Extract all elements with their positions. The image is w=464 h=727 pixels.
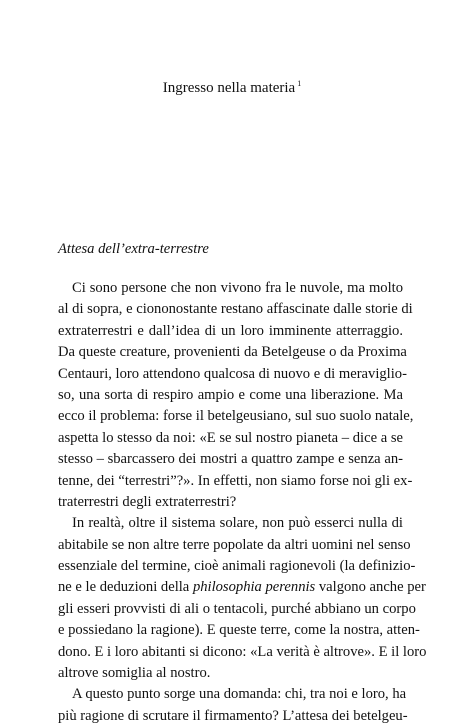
text-line: Da queste creature, provenienti da Betelgeuse o da Proxima [58, 344, 407, 361]
text-line: abitabile se non altre terre popolate da altri uomini nel senso [58, 536, 411, 553]
text-line: ecco il problema: forse il betelgeusiano, sul suo suolo natale, [58, 408, 414, 425]
italic-term: philosophia perennis [192, 579, 316, 596]
text-line: traterrestri degli extraterrestri? [58, 493, 237, 510]
text-line: extraterrestri e dall’idea di un loro imminente atterraggio. [58, 322, 403, 339]
chapter-title-text: Ingresso nella materia [162, 80, 296, 96]
section-heading: Attesa dell’extra-terrestre [58, 241, 209, 257]
text-line: gli esseri provvisti di ali o tentacoli, purché abbiano un corpo [58, 600, 416, 617]
text-line: Ci sono persone che non vivono fra le nuvole, ma molto [72, 280, 403, 296]
text-line: e possiedano la ragione). E queste terre, come la nostra, atten- [58, 622, 420, 639]
footnote-marker: 1 [297, 79, 302, 88]
text-line: altrove somiglia al nostro. [58, 665, 211, 682]
text-line: al di sopra, e ciononostante restano affascinate dalle storie di [58, 301, 413, 318]
text-line: so, una sorta di respiro ampio e come una liberazione. Ma [58, 386, 403, 403]
body-text [58, 278, 427, 727]
text-line: aspetta lo stesso da noi: «E se sul nostro pianeta – dice a se [58, 429, 403, 446]
chapter-title [0, 74, 464, 98]
text-line: Centauri, loro attendono qualcosa di nuovo e di meraviglio- [58, 365, 407, 382]
text-line [58, 577, 426, 598]
text-line: più ragione di scrutare il firmamento? L’attesa dei betelgeu- [58, 707, 408, 724]
text-line: dono. E i loro abitanti si dicono: «La verità è altrove». E il loro [58, 643, 427, 660]
text-line: A questo punto sorge una domanda: chi, tra noi e loro, ha [72, 686, 407, 703]
text-line: In realtà, oltre il sistema solare, non può esserci nulla di [72, 515, 403, 532]
text-line: stesso – sbarcassero dei mostri a quattro zampe e senza an- [58, 451, 403, 468]
text-run: valgono anche per [315, 579, 426, 596]
text-run: ne e le deduzioni della [58, 579, 193, 596]
text-line: essenziale del termine, cioè animali ragionevoli (la definizio- [58, 558, 416, 575]
text-line: tenne, dei “terrestri”?». In effetti, non siamo forse noi gli ex- [58, 472, 413, 489]
